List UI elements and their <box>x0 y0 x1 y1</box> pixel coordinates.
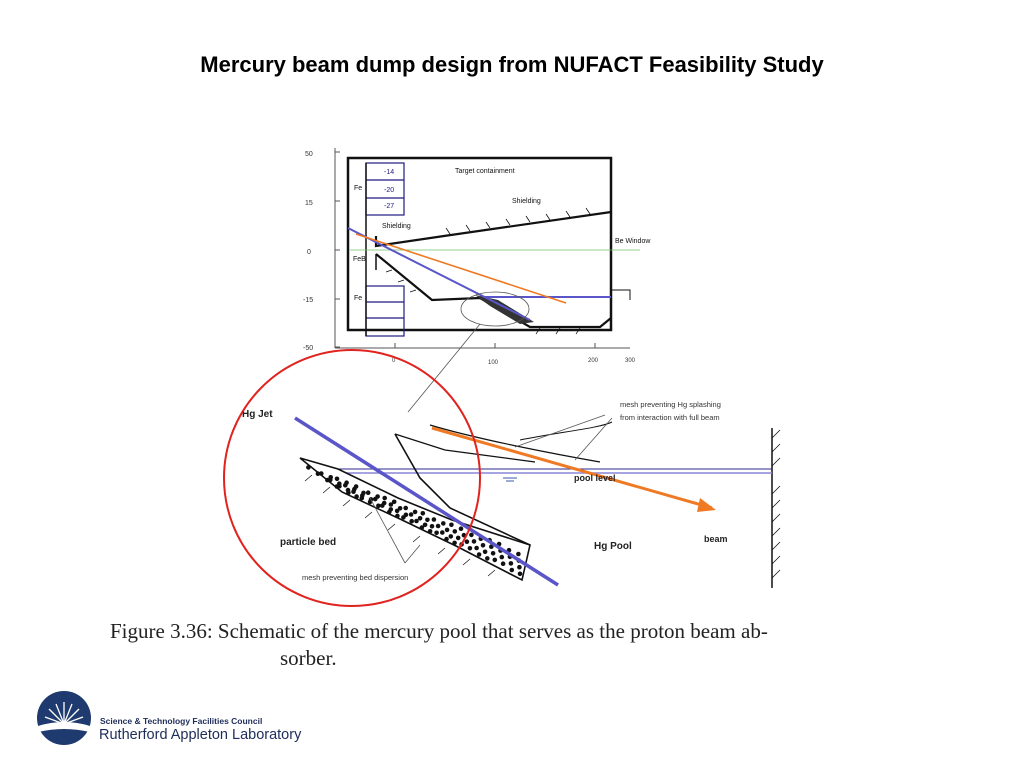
hg-jet <box>295 418 558 585</box>
bed-particle <box>516 552 521 557</box>
fe-label-1: Fe <box>354 185 363 192</box>
bed-particle <box>382 501 387 506</box>
bed-particle <box>328 475 333 480</box>
bed-particle <box>432 517 437 522</box>
bed-particle <box>500 555 505 560</box>
target-containment-label: Target containment <box>455 168 515 175</box>
bed-particle <box>425 518 430 523</box>
bed-particle <box>472 539 477 544</box>
bed-particle <box>398 506 403 511</box>
particle-bed-label: particle bed <box>280 537 337 548</box>
council-name: Science & Technology Facilities Council <box>100 716 263 726</box>
bed-particle <box>404 513 409 518</box>
mesh-splash-label-2: from interaction with full beam <box>620 413 720 422</box>
bed-particle <box>436 524 441 529</box>
pool-bottom <box>376 254 611 327</box>
caption-label: Figure 3.36: <box>110 619 213 643</box>
bed-particle <box>459 526 464 531</box>
bed-particle <box>501 561 506 566</box>
mesh-splash-label: mesh preventing Hg splashing <box>620 400 721 409</box>
bed-particle <box>421 511 426 516</box>
bed-particle <box>354 484 359 489</box>
hg-jet-label: Hg Jet <box>242 409 273 420</box>
bed-particle <box>395 514 400 519</box>
y-tick-4: -15 <box>303 297 314 304</box>
fe-label-2: FeB <box>353 256 366 263</box>
bed-particle <box>493 558 498 563</box>
bed-particle <box>453 529 458 534</box>
y-tick-3: 0 <box>307 249 311 256</box>
bed-particle <box>428 529 433 534</box>
bed-particle <box>382 496 387 501</box>
bed-particle <box>449 523 454 528</box>
figure-caption <box>110 618 930 672</box>
shielding-upper-label: Shielding <box>512 198 541 205</box>
box-value-3: -27 <box>384 203 395 210</box>
bed-particle <box>344 480 349 485</box>
bed-particle <box>444 537 449 542</box>
mini-hg-jet <box>348 228 530 320</box>
caption-text-2: sorber. <box>280 646 337 670</box>
bed-particle <box>361 491 366 496</box>
box-value-2: -20 <box>384 187 395 194</box>
detail-panel <box>242 400 780 588</box>
x-tick-4: 300 <box>625 358 636 364</box>
be-window-label: Be Window <box>615 238 651 245</box>
bed-particle <box>413 510 418 515</box>
y-tick-2: 15 <box>305 200 313 207</box>
bed-particle <box>337 481 342 486</box>
bed-particle <box>430 524 435 529</box>
y-tick-5: -50 <box>303 345 314 352</box>
bed-particle <box>418 516 423 521</box>
bed-particle <box>319 471 324 476</box>
bed-particle <box>474 546 479 551</box>
fe-label-3: Fe <box>354 295 363 302</box>
mini-proton-beam <box>356 234 566 303</box>
bed-particle <box>456 536 461 541</box>
bed-particle <box>517 565 522 570</box>
bed-particle <box>468 546 473 551</box>
bed-particle <box>491 551 496 556</box>
bed-particle <box>403 506 408 511</box>
bed-particle <box>375 494 380 499</box>
bed-particle <box>441 521 446 526</box>
mini-particle-bed <box>475 295 534 324</box>
pool-level-label: pool level <box>574 473 616 483</box>
bed-particle <box>445 528 450 533</box>
bed-particle <box>452 541 457 546</box>
shielding-lower-label: Shielding <box>382 223 411 230</box>
bed-particle <box>366 490 371 495</box>
bed-particle <box>354 494 359 499</box>
bed-particle <box>509 561 514 566</box>
bed-particle <box>440 530 445 535</box>
bed-particle <box>423 523 428 528</box>
beam-label: beam <box>704 534 728 544</box>
mesh-bed-label: mesh preventing bed dispersion <box>302 573 409 582</box>
caption-text-1: Schematic of the mercury pool that serves as the proton beam ab- <box>217 619 768 643</box>
x-tick-2: 100 <box>488 360 499 366</box>
splash-mesh-2 <box>520 422 612 440</box>
bed-particle <box>434 531 439 536</box>
y-tick-1: 50 <box>305 151 313 158</box>
shielding-profile <box>376 212 611 246</box>
bed-particle <box>346 488 351 493</box>
stfc-logo-icon <box>36 690 92 746</box>
bed-particle <box>483 550 488 555</box>
bed-particle <box>481 543 486 548</box>
bed-particle <box>389 507 394 512</box>
slide-title: Mercury beam dump design from NUFACT Feasibility Study <box>200 52 824 77</box>
bed-particle <box>335 477 340 482</box>
hg-pool-label: Hg Pool <box>594 541 632 552</box>
bed-particle <box>409 512 414 517</box>
x-tick-3: 200 <box>588 358 599 364</box>
bed-particle <box>306 465 311 470</box>
bed-particle <box>477 552 482 557</box>
bed-particle <box>510 568 515 573</box>
lab-name: Rutherford Appleton Laboratory <box>99 727 302 743</box>
bed-particle <box>485 556 490 561</box>
bed-particle <box>518 572 523 577</box>
beam-arrowhead <box>697 498 716 512</box>
bed-particle <box>465 539 470 544</box>
bed-particle <box>469 533 474 538</box>
box-value-1: -14 <box>384 169 395 176</box>
bed-particle <box>392 500 397 505</box>
bed-particle <box>449 534 454 539</box>
bed-particle <box>409 519 414 524</box>
top-panel <box>303 148 651 412</box>
x-tick-1: 0 <box>392 358 396 364</box>
